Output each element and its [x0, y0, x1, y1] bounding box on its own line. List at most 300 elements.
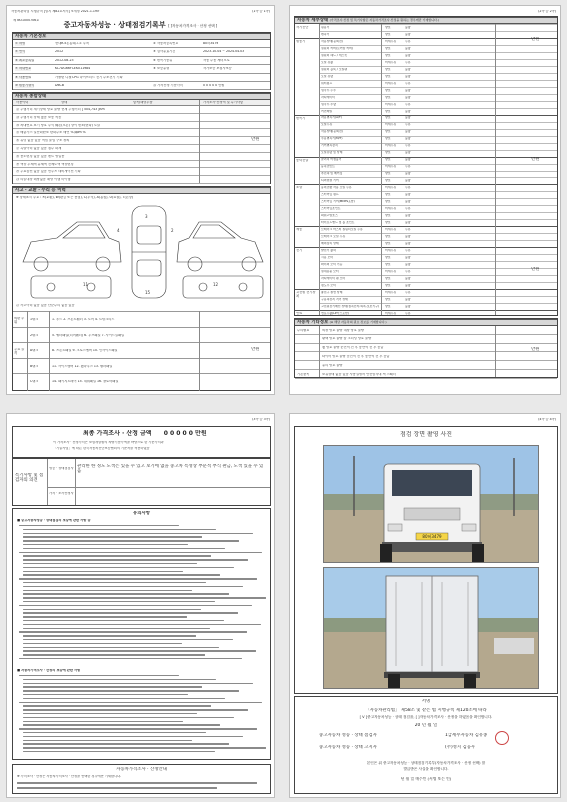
detail-item: 변속기: [321, 32, 330, 36]
detail-row: [319, 129, 557, 136]
svg-text:2: 2: [171, 228, 174, 233]
detail-status-b: 누유: [405, 81, 411, 85]
divider: [47, 459, 48, 505]
fine-print-line: [23, 721, 183, 722]
detail-status-b: 불량: [405, 214, 411, 218]
divider: [27, 311, 28, 391]
detail-item: 커먼레일: [321, 109, 333, 113]
detail-row: [319, 115, 557, 122]
basic-label-2: ⑤ 검사유효기간: [153, 50, 176, 54]
detail-item: 냉각수 수량: [321, 102, 336, 106]
detail-status-a: 미세누유: [385, 228, 397, 232]
detail-row: [319, 59, 557, 66]
other-info-row: [295, 352, 557, 361]
detail-row: [319, 45, 557, 52]
category-divider: [295, 115, 557, 116]
detail-item: 오일유량 및 상태: [321, 151, 343, 155]
category-divider: [295, 38, 557, 39]
basic-value: 가솔린 디젤 LPG 하이브리드 전기 수소전기 기타: [55, 75, 123, 79]
detail-status-b: 불량: [405, 67, 411, 71]
detail-status-a: 미세누유: [385, 39, 397, 43]
detail-item: 발전기 출력: [321, 249, 336, 253]
detail-category: 조향: [296, 186, 303, 190]
detail-status-a: 양호: [385, 297, 391, 301]
fine-print-line: [23, 643, 182, 644]
category-divider: [295, 184, 557, 185]
detail-item: 구동축전지 격리 상태: [321, 297, 348, 301]
caution-title: 유의사항: [133, 511, 150, 516]
detail-status-b: 누유: [405, 249, 411, 253]
car-side-view-right: [177, 222, 263, 271]
fine-print-line: [23, 717, 234, 718]
truck-rear-photo: [323, 567, 539, 689]
other-info-title: 자동차 기타정보: [297, 320, 329, 325]
detail-row: [319, 24, 557, 31]
divider: [319, 24, 320, 315]
frame-rank-row: [13, 358, 270, 374]
detail-status-b: 불량: [405, 74, 411, 78]
detail-item: 실내송풍 모터: [321, 269, 339, 273]
general-status-text: ⑬ 주행거리 상태 많음 보통 적음: [16, 115, 62, 119]
detail-row: [319, 143, 557, 150]
detail-item: 클러치 어셈블리: [321, 158, 342, 162]
basic-info-row: [13, 82, 270, 90]
fine-print-line: [19, 728, 257, 729]
other-info-result: 만원: [531, 347, 540, 352]
fine-print-line: [23, 679, 216, 680]
detail-status-b: 누유: [405, 39, 411, 43]
general-result: 만원: [251, 137, 260, 142]
detail-row: [319, 219, 557, 226]
detail-item: 오일누유: [321, 123, 333, 127]
receipt-statement-2: 발급받은 사실을 확인합니다.: [403, 767, 449, 771]
fine-print-line: [23, 713, 197, 714]
divider: [75, 459, 76, 505]
other-info-note: (※ 해당 자동차의 필요 정보를 기재합니다.): [329, 320, 387, 324]
detail-item: 등속조인트: [321, 165, 335, 169]
detail-item: 기어변속장치: [321, 144, 338, 148]
general-status-text: ⑫ 주행거리 계기상태 양호 불량 현재 주행거리 [ 504,743 ]Km: [16, 108, 105, 111]
fine-print-line: [23, 747, 266, 748]
detail-status-a: 미세누유: [385, 81, 397, 85]
detail-row: [319, 171, 557, 178]
detail-category: 연료: [296, 312, 303, 316]
detail-row: [319, 94, 557, 101]
detail-status-a: 양호: [385, 74, 391, 78]
sign-date: 20 년 월 일: [414, 723, 438, 728]
detail-item: 브레이크 마스터 실린더오일 누유: [321, 228, 363, 232]
detail-row: [319, 101, 557, 108]
detail-status-b: 불량: [405, 256, 411, 259]
caution-body-2: [19, 675, 267, 757]
frame-grade: 주요 골격: [14, 348, 25, 355]
basic-label: ⑨ 사용연료: [15, 75, 32, 79]
frame-rank-row: [13, 373, 270, 389]
detail-status-b: 불량: [405, 88, 411, 92]
fine-print-line: [23, 555, 211, 556]
detail-status-b: 불량: [405, 276, 411, 280]
detail-row: [319, 177, 557, 184]
detail-status-a: 양호: [385, 67, 391, 71]
detail-status-b: 누유: [405, 269, 411, 273]
detail-status-a: 미세누유: [385, 269, 397, 273]
fine-print-line: [23, 582, 206, 583]
detail-category: 전기: [296, 249, 303, 253]
detail-row: [319, 150, 557, 157]
detail-item: 브레이크 오일 누유: [321, 235, 346, 239]
final-price-title: [83, 430, 207, 437]
detail-item: 작동상태(공회전): [321, 39, 343, 43]
detail-status-b: 불량: [405, 116, 411, 120]
fine-print-line: [23, 593, 229, 594]
detail-item: 고전원전기배선 상태(접속단자,피복,보호기구): [321, 304, 380, 308]
other-info-text: 타이어 양호 불량 운전석 전 후 동반석 전 후 응급: [322, 354, 390, 358]
svg-text:3: 3: [145, 214, 148, 219]
other-info-table: [294, 318, 558, 378]
detail-row: [319, 198, 557, 205]
detail-item: 시동 모터: [321, 256, 334, 259]
basic-label: ① 차명: [15, 42, 26, 45]
detail-item: 디퍼렌셜 기어: [321, 179, 339, 183]
detail-item: 실린더 헤드 / 개스킷: [321, 53, 348, 57]
page-counter: (2쪽 중 2쪽): [538, 10, 556, 13]
detail-category: 고전원 전기장치: [296, 291, 316, 298]
photo-section: [294, 426, 558, 694]
signer-role: 중고자동차 성능 · 상태 점검자: [319, 733, 377, 738]
divider: [47, 487, 270, 488]
fine-print: [17, 787, 217, 789]
detail-row: [319, 282, 557, 289]
detail-status-a: 미세누유: [385, 144, 397, 148]
detail-status-b: 불량: [405, 53, 411, 57]
fine-print-line: [23, 654, 205, 655]
detail-status-a: 미세누유: [385, 123, 397, 127]
detail-status-a: 미세누유: [385, 165, 397, 169]
fine-print-line: [23, 571, 183, 572]
detail-item: 라디에이터: [321, 95, 335, 99]
detail-status-a: 양호: [385, 242, 391, 246]
detail-row: [319, 80, 557, 87]
frame-items: 1. 후드 2. 프론트휀더 3. 도어 4. 트렁크리드: [52, 318, 115, 321]
detail-row: [319, 38, 557, 45]
fine-print-line: [23, 624, 261, 625]
detail-item: 냉각수 누수: [321, 88, 336, 92]
detail-status-b: 불량: [405, 193, 411, 197]
detail-status-a: 양호: [385, 283, 391, 287]
detail-item: 수동변속기(M/T): [321, 137, 343, 141]
detail-category: 자기진단: [296, 26, 309, 29]
svg-text:4: 4: [117, 228, 120, 233]
basic-label: ⑦ 차대번호: [15, 67, 32, 71]
fine-print-line: [23, 724, 220, 725]
detail-item: 워터펌프: [321, 81, 333, 85]
detail-row: [319, 247, 557, 254]
receipt-statement: 본인은 위 중고자동차성능 · 상태점검기록부(자동차가격조사 · 산정 선택) 를: [366, 761, 486, 765]
fine-print-line: [23, 548, 225, 549]
special-notes-table: [12, 458, 271, 506]
basic-value: D6CB: [55, 84, 64, 87]
fine-print-line: [23, 639, 233, 640]
detail-status-b: 불량: [405, 283, 411, 287]
detail-item: 스티어링조인트: [321, 207, 341, 211]
detail-item: 오일 유량: [321, 74, 334, 78]
detail-status-b: 누유: [405, 228, 411, 232]
other-info-label: 수리필요: [297, 328, 310, 332]
accident-legend: ※ 상태표시 부호 : ✕(교환), W(판금 또는 용접), C(부식), A(흠집), U(요철), T(손상): [16, 196, 134, 199]
detail-status-b: 불량: [405, 137, 411, 141]
page-counter: (3쪽 중 3쪽): [252, 418, 270, 421]
detail-row: [319, 303, 557, 310]
detail-status-b: 불량: [405, 200, 411, 204]
frame-grade: 외판 부위: [14, 317, 25, 324]
detail-item: 오일 유출: [321, 60, 334, 64]
page-3: [6, 413, 275, 798]
basic-info-row: [13, 65, 270, 73]
accident-heading: 사고 · 교환 · 수리 등 이력: [13, 187, 270, 194]
detail-row: [319, 233, 557, 240]
col-items: 항목/해당부품: [133, 101, 153, 104]
law-statement: 「자동차관리법」 제58조 및 같은 법 시행규칙 제120조에 따라: [365, 708, 487, 713]
basic-label-2: ⑥ 변속기종류: [153, 58, 173, 62]
general-status-text: ⑭ 차대번호 표기 양호 부식 훼손(오손) 상이 변조(변타) 도말: [16, 123, 101, 127]
detail-status-b: 누유: [405, 186, 411, 190]
fine-print-line: [19, 578, 257, 579]
detail-status-a: 양호: [385, 158, 391, 162]
fine-print-line: [23, 736, 243, 737]
other-info-heading: [295, 319, 557, 326]
detail-item: 작동상태(공회전): [321, 130, 343, 134]
detail-row: [319, 52, 557, 59]
basic-value: 2012-08-23: [55, 58, 74, 62]
fine-print: [17, 782, 257, 784]
special-notes-label: 특기사항 및 점검자의 의견: [15, 473, 44, 484]
detail-status-a: 미세누유: [385, 102, 397, 106]
detail-note: (가격조사·산정 및 특기사항은 자동차가격조사·산정을 원하는 경우에만 기재합니다.): [329, 18, 440, 22]
inspector-label: 성능 · 상태점검자: [49, 467, 74, 470]
detail-status-b: 누유: [405, 207, 411, 211]
frame-items: 11. 사이드멤버 12. 휠하우스 13. 필러패널: [52, 364, 113, 368]
fine-print-line: [23, 563, 197, 564]
other-info-row: [295, 361, 557, 370]
detail-item: 추진축 및 베어링: [321, 172, 343, 176]
detail-row: [319, 296, 557, 303]
basic-label: ⑩ 원동기형식: [15, 84, 35, 87]
price-note-2: 「기술사법」에 따른 한국자동차진단보증협회의 기준서를 적용하였음: [53, 447, 150, 450]
basic-label-2: ⑧ 보증유형: [153, 67, 170, 71]
fine-print-line: [23, 650, 256, 651]
law-statement-2: [ V ]중고자동차성능 · 상태 점검을, [ ]자동차가격조사 · 산정을 하였음을 확인합니다.: [359, 715, 493, 719]
fine-print-line: [19, 631, 247, 632]
basic-value: KL7DG66FCEK011984: [55, 67, 91, 71]
page-2: [289, 5, 561, 395]
accident-yn: ㉒ 사고이력 없음 있음 단순수리 없음 있음: [16, 304, 75, 307]
detail-row: [319, 122, 557, 129]
detail-row: [319, 240, 557, 247]
fine-print-line: [23, 690, 239, 691]
detail-status-a: 양호: [385, 304, 391, 308]
fine-print-line: [23, 574, 220, 575]
divider: [199, 100, 200, 183]
document-title: [7, 20, 274, 30]
detail-item: 스티어링 기어(MDPS포함): [321, 200, 355, 204]
truck-front-image: [324, 446, 539, 563]
basic-label: ② 연식: [15, 50, 26, 54]
detail-category: 변속기: [296, 116, 306, 120]
fine-print-line: [23, 536, 202, 537]
detail-item: 와이퍼 모터 기능: [321, 262, 343, 266]
frame-result: 만원: [251, 347, 260, 352]
detail-status-a: 양호: [385, 88, 391, 92]
detail-row: [319, 226, 557, 233]
detail-status-b: 불량: [405, 25, 411, 29]
frame-rank-row: [13, 311, 270, 327]
frame-rank-row: [13, 327, 270, 343]
general-status-text: ⑯ 튜닝 없음 있음 적법 불법 구조 장치: [16, 139, 70, 143]
basic-label: ③ 최초등록일: [15, 58, 35, 62]
general-status-row: [13, 161, 270, 169]
fine-print-line: [23, 609, 201, 610]
fine-print-line: [19, 675, 179, 676]
fine-print-line: [23, 705, 211, 706]
truck-front-photo: [323, 445, 539, 563]
general-status-row: [13, 145, 270, 153]
general-status-heading: 자동차 종합상태: [13, 93, 270, 100]
detail-row: [319, 275, 557, 282]
frame-rank: A랭크: [30, 349, 39, 353]
detail-category: 동력전달: [296, 158, 309, 162]
detail-row: [319, 261, 557, 268]
detail-status-a: 양호: [385, 262, 391, 266]
fine-print-line: [23, 540, 239, 541]
basic-info-row: [13, 48, 270, 56]
general-status-text: ⑰ 특별이력 없음 있음 침수 화재: [16, 147, 62, 150]
basic-value: 2012: [55, 50, 64, 54]
other-info-text: 유리 양호 불량: [322, 363, 343, 367]
frame-rank-table: [13, 311, 270, 391]
category-divider: [295, 247, 557, 248]
title-options: [ ]자동차가격조사 · 산정 선택 ]: [168, 24, 218, 28]
general-status-row: [13, 168, 270, 176]
detail-status-b: 불량: [405, 304, 411, 308]
svg-text:12: 12: [213, 282, 219, 287]
detail-status-a: 양호: [385, 214, 391, 218]
general-status-row: [13, 153, 270, 161]
fine-print-line: [23, 612, 238, 613]
fine-print-line: [23, 529, 216, 530]
category-divider: [295, 226, 557, 227]
appraisal-guide-title: 자동차가격조사 · 산정안내: [116, 767, 167, 772]
detail-category: 제동: [296, 228, 303, 232]
appraiser-label: 가격 · 조사산정자: [49, 492, 74, 495]
detail-status-a: 미세누유: [385, 290, 397, 294]
frame-items: 14. 패키지트레이 15. 대쉬패널 16. 플로어패널: [52, 380, 119, 384]
general-status-text: ⑳ 주요옵션 없음 있음 선루프 네비게이션 기타: [16, 170, 81, 174]
detail-row: [319, 157, 557, 164]
divider: [199, 311, 200, 391]
fine-print-line: [23, 740, 192, 741]
detail-row: [319, 108, 557, 115]
signer-name: (주)성지 김웅우: [445, 745, 476, 750]
divider: [319, 326, 320, 377]
detail-status-a: 양호: [385, 137, 391, 141]
basic-value-2: 80허3479: [203, 42, 219, 45]
truck-rear-image: [324, 568, 539, 689]
detail-item: 자동변속기(A/T): [321, 116, 342, 120]
col-price: 가격조사·산정액 및 특기사항: [203, 101, 243, 104]
detail-status-b: 불량: [405, 46, 411, 50]
caution-body-1: [19, 525, 267, 665]
frame-view-left: [31, 276, 111, 298]
other-info-row: [295, 335, 557, 344]
basic-value-2: 2023.10.04 ~ 2024.04.03: [203, 50, 245, 54]
fine-print-line: [23, 597, 266, 598]
general-status-row: [13, 114, 270, 122]
page-1: [6, 5, 275, 395]
signature-title: 서명: [421, 699, 431, 704]
fine-print-line: [23, 586, 243, 587]
frame-rank: 1랭크: [30, 318, 39, 321]
detail-item: 원동기: [321, 25, 330, 29]
basic-value-2: 자동 수동 세미오토: [203, 58, 230, 62]
detail-heading: [295, 17, 557, 24]
fine-print-line: [23, 559, 248, 560]
detail-row: [319, 191, 557, 198]
detail-item: 배력장치 상태: [321, 242, 339, 246]
detail-item: 실린더 커버(로커암 커버): [321, 46, 354, 50]
receipt-date: 년 월 일 매수인 (서명 또는 인): [400, 777, 452, 781]
detail-status-a: 미세누유: [385, 311, 397, 315]
caution-subtitle-2: ■ 자동차가격조사 · 산정의 보증에 관한 사항: [17, 669, 81, 672]
detail-status-a: 양호: [385, 116, 391, 120]
general-status-table: [12, 92, 271, 184]
category-divider: [295, 289, 557, 290]
detail-status-b: 누유: [405, 123, 411, 127]
category-divider: [295, 157, 557, 158]
fine-print-line: [23, 590, 192, 591]
frame-rank: C랭크: [30, 380, 39, 384]
detail-status-b: 불량: [405, 109, 411, 113]
detail-row: [319, 87, 557, 94]
other-info-row: [295, 344, 557, 353]
price-note-1: 이 가격조사 · 산정가격은 보험개발원의 차량기준가액을 바탕으로 한 기준가격과: [53, 441, 164, 444]
general-status-row: [13, 137, 270, 145]
detail-status-b: 누유: [405, 144, 411, 148]
other-info-text: 휠 양호 불량 운전석 전 후 동반석 전 후 응급: [322, 346, 384, 350]
detail-item: 동력조향 작동 오일 누유: [321, 186, 352, 190]
car-top-view: [132, 206, 166, 298]
detail-row: [319, 164, 557, 171]
divider: [495, 326, 496, 377]
general-status-text: ⑲ 색상 무채색 유채색 전체도색 색상변경: [16, 162, 74, 166]
fine-print-line: [23, 732, 206, 733]
other-info-label: 기본품목: [297, 372, 310, 376]
detail-status-a: 양호: [385, 235, 391, 239]
fine-print-line: [23, 601, 215, 602]
frame-items: 8. 프론트패널 9. 크로스멤버 10. 인사이드패널: [52, 349, 118, 353]
detail-status-b: 불량: [405, 158, 411, 162]
general-status-row: [13, 129, 270, 137]
detail-item: 윈도우 모터: [321, 283, 336, 287]
frame-items: 5. 쿼터패널(리어휀더) 6. 루프패널 7. 사이드실패널: [52, 333, 125, 337]
basic-value-2: 0 0 0 0 0 만원: [203, 84, 225, 87]
detail-status-a: 양호: [385, 200, 391, 204]
detail-status-b: 불량: [405, 297, 411, 301]
detail-status-b: 누유: [405, 102, 411, 106]
detail-status-b: 불량: [405, 262, 411, 266]
detail-item: 실린더 블록 / 오일팬: [321, 67, 348, 71]
official-seal: [495, 731, 509, 745]
detail-status-a: 미세누유: [385, 186, 397, 190]
